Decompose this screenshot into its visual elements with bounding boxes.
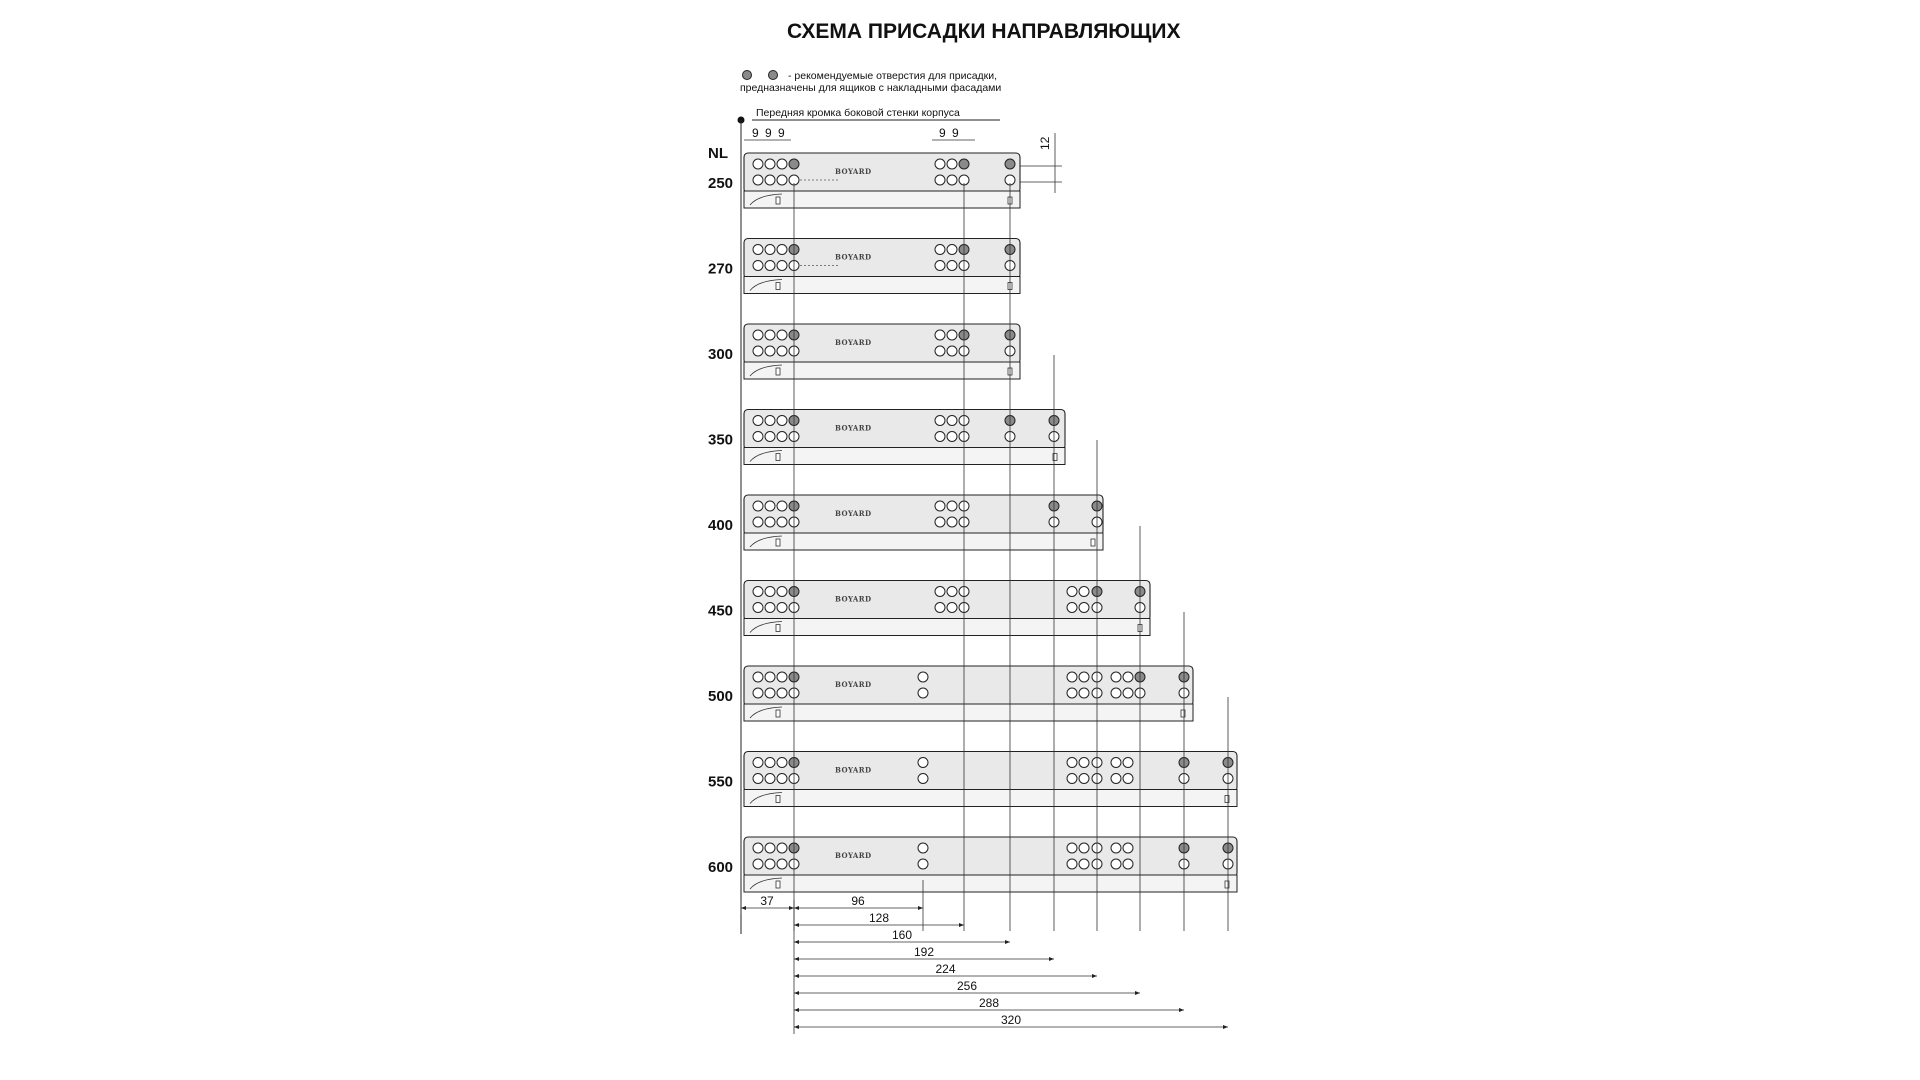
mount-hole xyxy=(947,416,957,426)
mount-hole xyxy=(765,416,775,426)
mount-hole xyxy=(935,416,945,426)
mount-hole xyxy=(777,245,787,255)
mount-hole xyxy=(1079,672,1089,682)
dim-256-arrow-right xyxy=(1135,991,1140,995)
mount-hole xyxy=(947,501,957,511)
mount-hole xyxy=(918,843,928,853)
mount-hole xyxy=(918,688,928,698)
rail-nl-270 xyxy=(708,239,1020,294)
mount-hole xyxy=(777,432,787,442)
rail-slot-front xyxy=(776,368,780,375)
dim-128-arrow-right xyxy=(959,923,964,927)
mount-hole xyxy=(765,245,775,255)
rail-body xyxy=(744,666,1193,706)
mount-hole xyxy=(1111,758,1121,768)
mount-hole xyxy=(1067,774,1077,784)
mount-hole xyxy=(765,261,775,271)
rail-body xyxy=(744,581,1150,621)
mount-hole xyxy=(753,261,763,271)
mount-hole xyxy=(753,859,763,869)
dim-256-label: 256 xyxy=(956,979,978,993)
rail-slot-rear xyxy=(1091,539,1095,546)
mount-hole xyxy=(947,330,957,340)
recommended-hole xyxy=(959,159,969,169)
dim-224-arrow-right xyxy=(1092,974,1097,978)
mount-hole xyxy=(765,432,775,442)
nl-value-300: 300 xyxy=(708,346,734,363)
rail-bottom-profile xyxy=(744,533,1103,550)
mount-hole xyxy=(1123,672,1133,682)
mount-hole xyxy=(753,758,763,768)
mount-hole xyxy=(765,346,775,356)
mount-hole xyxy=(753,416,763,426)
mount-hole xyxy=(753,587,763,597)
rail-slot-front xyxy=(776,197,780,204)
projection-lines xyxy=(794,183,1228,931)
mount-hole xyxy=(1067,672,1077,682)
mount-hole xyxy=(777,346,787,356)
mount-hole xyxy=(765,587,775,597)
rail-body xyxy=(744,324,1020,364)
dim-128-arrow-left xyxy=(794,923,799,927)
mount-hole xyxy=(1079,603,1089,613)
mount-hole xyxy=(777,758,787,768)
mount-hole xyxy=(935,501,945,511)
dim-320-arrow-right xyxy=(1223,1025,1228,1029)
legend-recommended-hole-icon xyxy=(743,71,752,80)
mount-hole xyxy=(777,261,787,271)
top-dim-9-d: 9 xyxy=(939,126,946,140)
rail-brand-logo: BOYARD xyxy=(835,252,872,262)
dim-288-arrow-right xyxy=(1179,1008,1184,1012)
rail-bottom-profile xyxy=(744,448,1065,465)
mount-hole xyxy=(947,245,957,255)
nl-label: NL xyxy=(708,145,728,162)
mount-hole xyxy=(1067,758,1077,768)
dim-192-arrow-left xyxy=(794,957,799,961)
rail-body xyxy=(744,153,1020,193)
rail-nl-500 xyxy=(708,666,1193,721)
diagram-title: СХЕМА ПРИСАДКИ НАПРАВЛЯЮЩИХ xyxy=(787,20,1181,43)
mount-hole xyxy=(765,859,775,869)
mount-hole xyxy=(753,501,763,511)
mount-hole xyxy=(1111,774,1121,784)
mount-hole xyxy=(935,587,945,597)
mount-hole xyxy=(765,672,775,682)
rail-brand-logo: BOYARD xyxy=(835,765,872,775)
mount-hole xyxy=(918,758,928,768)
mount-hole xyxy=(777,843,787,853)
recommended-hole xyxy=(1005,159,1015,169)
mount-hole xyxy=(753,603,763,613)
mount-hole xyxy=(753,432,763,442)
rail-body xyxy=(744,239,1020,279)
mount-hole xyxy=(777,774,787,784)
mount-hole xyxy=(947,603,957,613)
recommended-hole xyxy=(789,159,799,169)
mount-hole xyxy=(947,587,957,597)
mount-hole xyxy=(1111,672,1121,682)
mount-hole xyxy=(1079,774,1089,784)
mount-hole xyxy=(1123,774,1133,784)
mount-hole xyxy=(753,346,763,356)
mount-hole xyxy=(1079,688,1089,698)
mount-hole xyxy=(753,672,763,682)
mount-hole xyxy=(935,517,945,527)
mount-hole xyxy=(1111,688,1121,698)
mount-hole xyxy=(1067,603,1077,613)
rail-bottom-profile xyxy=(744,277,1020,294)
mount-hole xyxy=(1079,843,1089,853)
dim-224-label: 224 xyxy=(935,962,956,976)
legend xyxy=(740,70,1001,94)
nl-value-400: 400 xyxy=(708,517,734,534)
rail-nl-400 xyxy=(708,495,1103,550)
rail-brand-logo: BOYARD xyxy=(835,594,872,604)
mount-hole xyxy=(765,517,775,527)
mount-hole xyxy=(765,603,775,613)
mount-hole xyxy=(777,501,787,511)
mount-hole xyxy=(935,245,945,255)
mount-hole xyxy=(1123,859,1133,869)
mount-hole xyxy=(918,774,928,784)
mount-hole xyxy=(753,517,763,527)
mount-hole xyxy=(753,159,763,169)
mount-hole xyxy=(1079,587,1089,597)
mount-hole xyxy=(777,517,787,527)
dim-160-label: 160 xyxy=(891,928,913,942)
rail-body xyxy=(744,752,1237,792)
mount-hole xyxy=(1067,843,1077,853)
mount-hole xyxy=(765,843,775,853)
mount-hole xyxy=(777,688,787,698)
dim-37-label: 37 xyxy=(760,894,774,908)
nl-value-450: 450 xyxy=(708,602,734,620)
rail-nl-450 xyxy=(708,581,1150,636)
mount-hole xyxy=(765,501,775,511)
rail-brand-logo: BOYARD xyxy=(835,338,872,347)
mount-hole xyxy=(1123,688,1133,698)
nl-value-250: 250 xyxy=(708,175,734,192)
mount-hole xyxy=(765,330,775,340)
dim-96-label: 96 xyxy=(851,894,865,908)
nl-value-600: 600 xyxy=(708,859,734,876)
mount-hole xyxy=(947,261,957,271)
rail-nl-300 xyxy=(708,324,1020,379)
rail-nl-350 xyxy=(708,410,1065,465)
rail-bottom-profile xyxy=(744,362,1020,379)
top-dim-9-b: 9 xyxy=(765,126,772,140)
mount-hole xyxy=(935,175,945,185)
rail-brand-logo: BOYARD xyxy=(835,680,872,689)
rail-brand-logo: BOYARD xyxy=(835,167,872,176)
rail-brand-logo: BOYARD xyxy=(835,509,872,518)
rail-bottom-profile xyxy=(744,191,1020,208)
rail-slot-front xyxy=(776,539,780,546)
rail-slot-front xyxy=(776,625,780,632)
nl-value-270: 270 xyxy=(708,260,734,278)
dim-320-label: 320 xyxy=(1000,1013,1022,1027)
dim-224-arrow-left xyxy=(794,974,799,978)
mount-hole xyxy=(935,603,945,613)
mount-hole xyxy=(935,330,945,340)
dim-192-label: 192 xyxy=(913,945,935,959)
mount-hole xyxy=(1079,859,1089,869)
mount-hole xyxy=(1111,843,1121,853)
mount-hole xyxy=(765,688,775,698)
mount-hole xyxy=(947,159,957,169)
top-dim-9-a: 9 xyxy=(752,126,759,140)
legend-line-1: - рекомендуемые отверстия для присадки, xyxy=(788,70,998,82)
rail-bottom-profile xyxy=(744,790,1237,807)
rail-brand-logo: BOYARD xyxy=(835,851,872,860)
rail-slot-front xyxy=(776,881,780,888)
mount-hole xyxy=(777,672,787,682)
dim-288-arrow-left xyxy=(794,1008,799,1012)
nl-value-500: 500 xyxy=(708,688,734,705)
dim-96-arrow-left xyxy=(794,906,799,910)
mount-hole xyxy=(1123,758,1133,768)
mount-hole xyxy=(777,175,787,185)
mount-hole xyxy=(753,843,763,853)
rails-group xyxy=(708,153,1237,892)
dim-96-arrow-right xyxy=(918,906,923,910)
mount-hole xyxy=(777,859,787,869)
dim-37-arrow-left xyxy=(741,906,746,910)
nl-value-350: 350 xyxy=(708,431,734,449)
mount-hole xyxy=(765,774,775,784)
top-dim-9-e: 9 xyxy=(952,126,959,140)
mount-hole xyxy=(947,346,957,356)
mount-hole xyxy=(777,330,787,340)
mount-hole xyxy=(753,774,763,784)
nl-value-550: 550 xyxy=(708,773,734,791)
mount-hole xyxy=(918,859,928,869)
mount-hole xyxy=(1067,859,1077,869)
mount-hole xyxy=(947,432,957,442)
mount-hole xyxy=(1067,587,1077,597)
mount-hole xyxy=(1111,859,1121,869)
mount-hole xyxy=(753,330,763,340)
mount-hole xyxy=(1079,758,1089,768)
mount-hole xyxy=(935,261,945,271)
dim-37-arrow-right xyxy=(789,906,794,910)
rail-bottom-profile xyxy=(744,875,1237,892)
top-dim-9-c: 9 xyxy=(778,126,785,140)
rail-body xyxy=(744,495,1103,535)
mount-hole xyxy=(1067,688,1077,698)
dim-128-label: 128 xyxy=(868,911,890,925)
rail-bottom-profile xyxy=(744,704,1193,721)
rail-nl-600 xyxy=(708,837,1237,892)
legend-recommended-hole-icon-2 xyxy=(769,71,778,80)
mount-hole xyxy=(765,175,775,185)
mount-hole xyxy=(777,416,787,426)
dim-288-label: 288 xyxy=(978,996,1000,1010)
mount-hole xyxy=(765,159,775,169)
rail-brand-logo: BOYARD xyxy=(835,423,872,433)
rail-nl-550 xyxy=(708,752,1237,807)
dim-256-arrow-left xyxy=(794,991,799,995)
mount-hole xyxy=(935,346,945,356)
dim-320-arrow-left xyxy=(794,1025,799,1029)
mount-hole xyxy=(935,432,945,442)
dim-160-arrow-left xyxy=(794,940,799,944)
mount-hole xyxy=(777,603,787,613)
rail-body xyxy=(744,837,1237,877)
mount-hole xyxy=(935,159,945,169)
mount-hole xyxy=(753,245,763,255)
mount-hole xyxy=(947,517,957,527)
dim-192-arrow-right xyxy=(1049,957,1054,961)
rail-slot-front xyxy=(776,283,780,290)
mount-hole xyxy=(777,159,787,169)
rail-nl-250 xyxy=(708,153,1020,208)
rail-slot-front xyxy=(776,796,780,803)
front-edge-label: Передняя кромка боковой стенки корпуса xyxy=(756,107,960,119)
bottom-dimensions xyxy=(741,894,1228,1034)
mount-hole xyxy=(753,688,763,698)
mount-hole xyxy=(765,758,775,768)
mount-hole xyxy=(753,175,763,185)
rail-slot-front xyxy=(776,454,780,461)
top-dim-12: 12 xyxy=(1038,136,1052,150)
mount-hole xyxy=(1123,843,1133,853)
mount-hole xyxy=(777,587,787,597)
dim-160-arrow-right xyxy=(1005,940,1010,944)
rail-slot-front xyxy=(776,710,780,717)
rail-bottom-profile xyxy=(744,619,1150,636)
mount-hole xyxy=(947,175,957,185)
legend-line-2: предназначены для ящиков с накладными фасадами xyxy=(740,82,1002,94)
mount-hole xyxy=(918,672,928,682)
